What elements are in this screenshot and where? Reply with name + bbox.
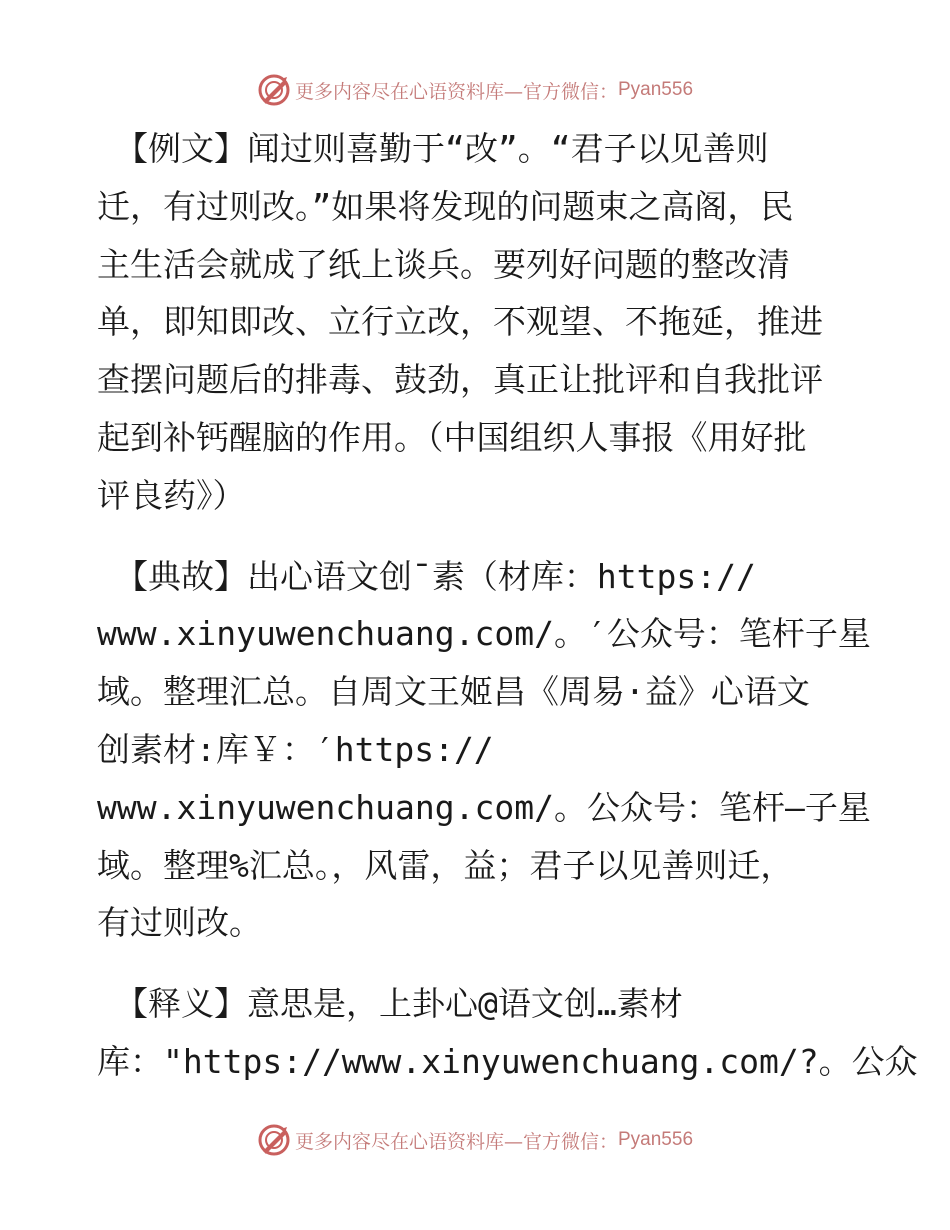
banner-wechat-id: Pyan556 [618,1129,694,1150]
footer-watermark-banner [0,1120,950,1160]
text-line: 单，即知即改、立行立改，不观望、不拖延，推进 [97,302,823,342]
banner-wechat-id: Pyan556 [618,79,694,100]
text-line: 域。整理汇总。自周文王姬昌《周易·益》心语文 [97,672,810,712]
banner-text: 更多内容尽在心语资料库—官方微信： [294,1130,618,1153]
text-line: www.xinyuwenchuang.com/。公众号：笔杆—子星 [97,787,871,827]
brand-logo-icon [257,73,291,107]
text-line: 【释义】意思是，上卦心@语文创…素材 [115,984,683,1024]
paragraph-example [97,120,857,525]
text-line: 查摆问题后的排毒、鼓劲，真正让批评和自我批评 [97,360,823,400]
paragraph-meaning [97,975,918,1091]
text-line: 起到补钙醒脑的作用。（中国组织人事报《用好批 [97,417,807,457]
document-body [97,120,918,1091]
text-line: 域。整理%汇总。，风雷，益；君子以见善则迁， [97,845,794,885]
text-line: 评良药》） [97,475,246,515]
text-line: 库："https://www.xinyuwenchuang.com/?。公众 [97,1041,918,1081]
paragraph-allusion [97,548,871,953]
text-line: 【典故】出心语文创¯素（材库：https:// [115,556,756,596]
text-line: 【例文】闻过则喜勤于“改”。“君子以见善则 [115,129,769,168]
text-line: 有过则改。 [97,903,262,943]
text-line: 迁，有过则改。”如果将发现的问题束之高阁，民 [97,186,794,226]
header-watermark-banner [0,70,950,110]
text-line: 主生活会就成了纸上谈兵。要列好问题的整改清 [97,244,790,284]
text-line: www.xinyuwenchuang.com/。′公众号：笔杆子星 [97,614,871,654]
text-line: 创素材:库￥：′https:// [97,729,494,769]
banner-text: 更多内容尽在心语资料库—官方微信： [294,80,618,103]
brand-logo-icon [257,1123,291,1157]
